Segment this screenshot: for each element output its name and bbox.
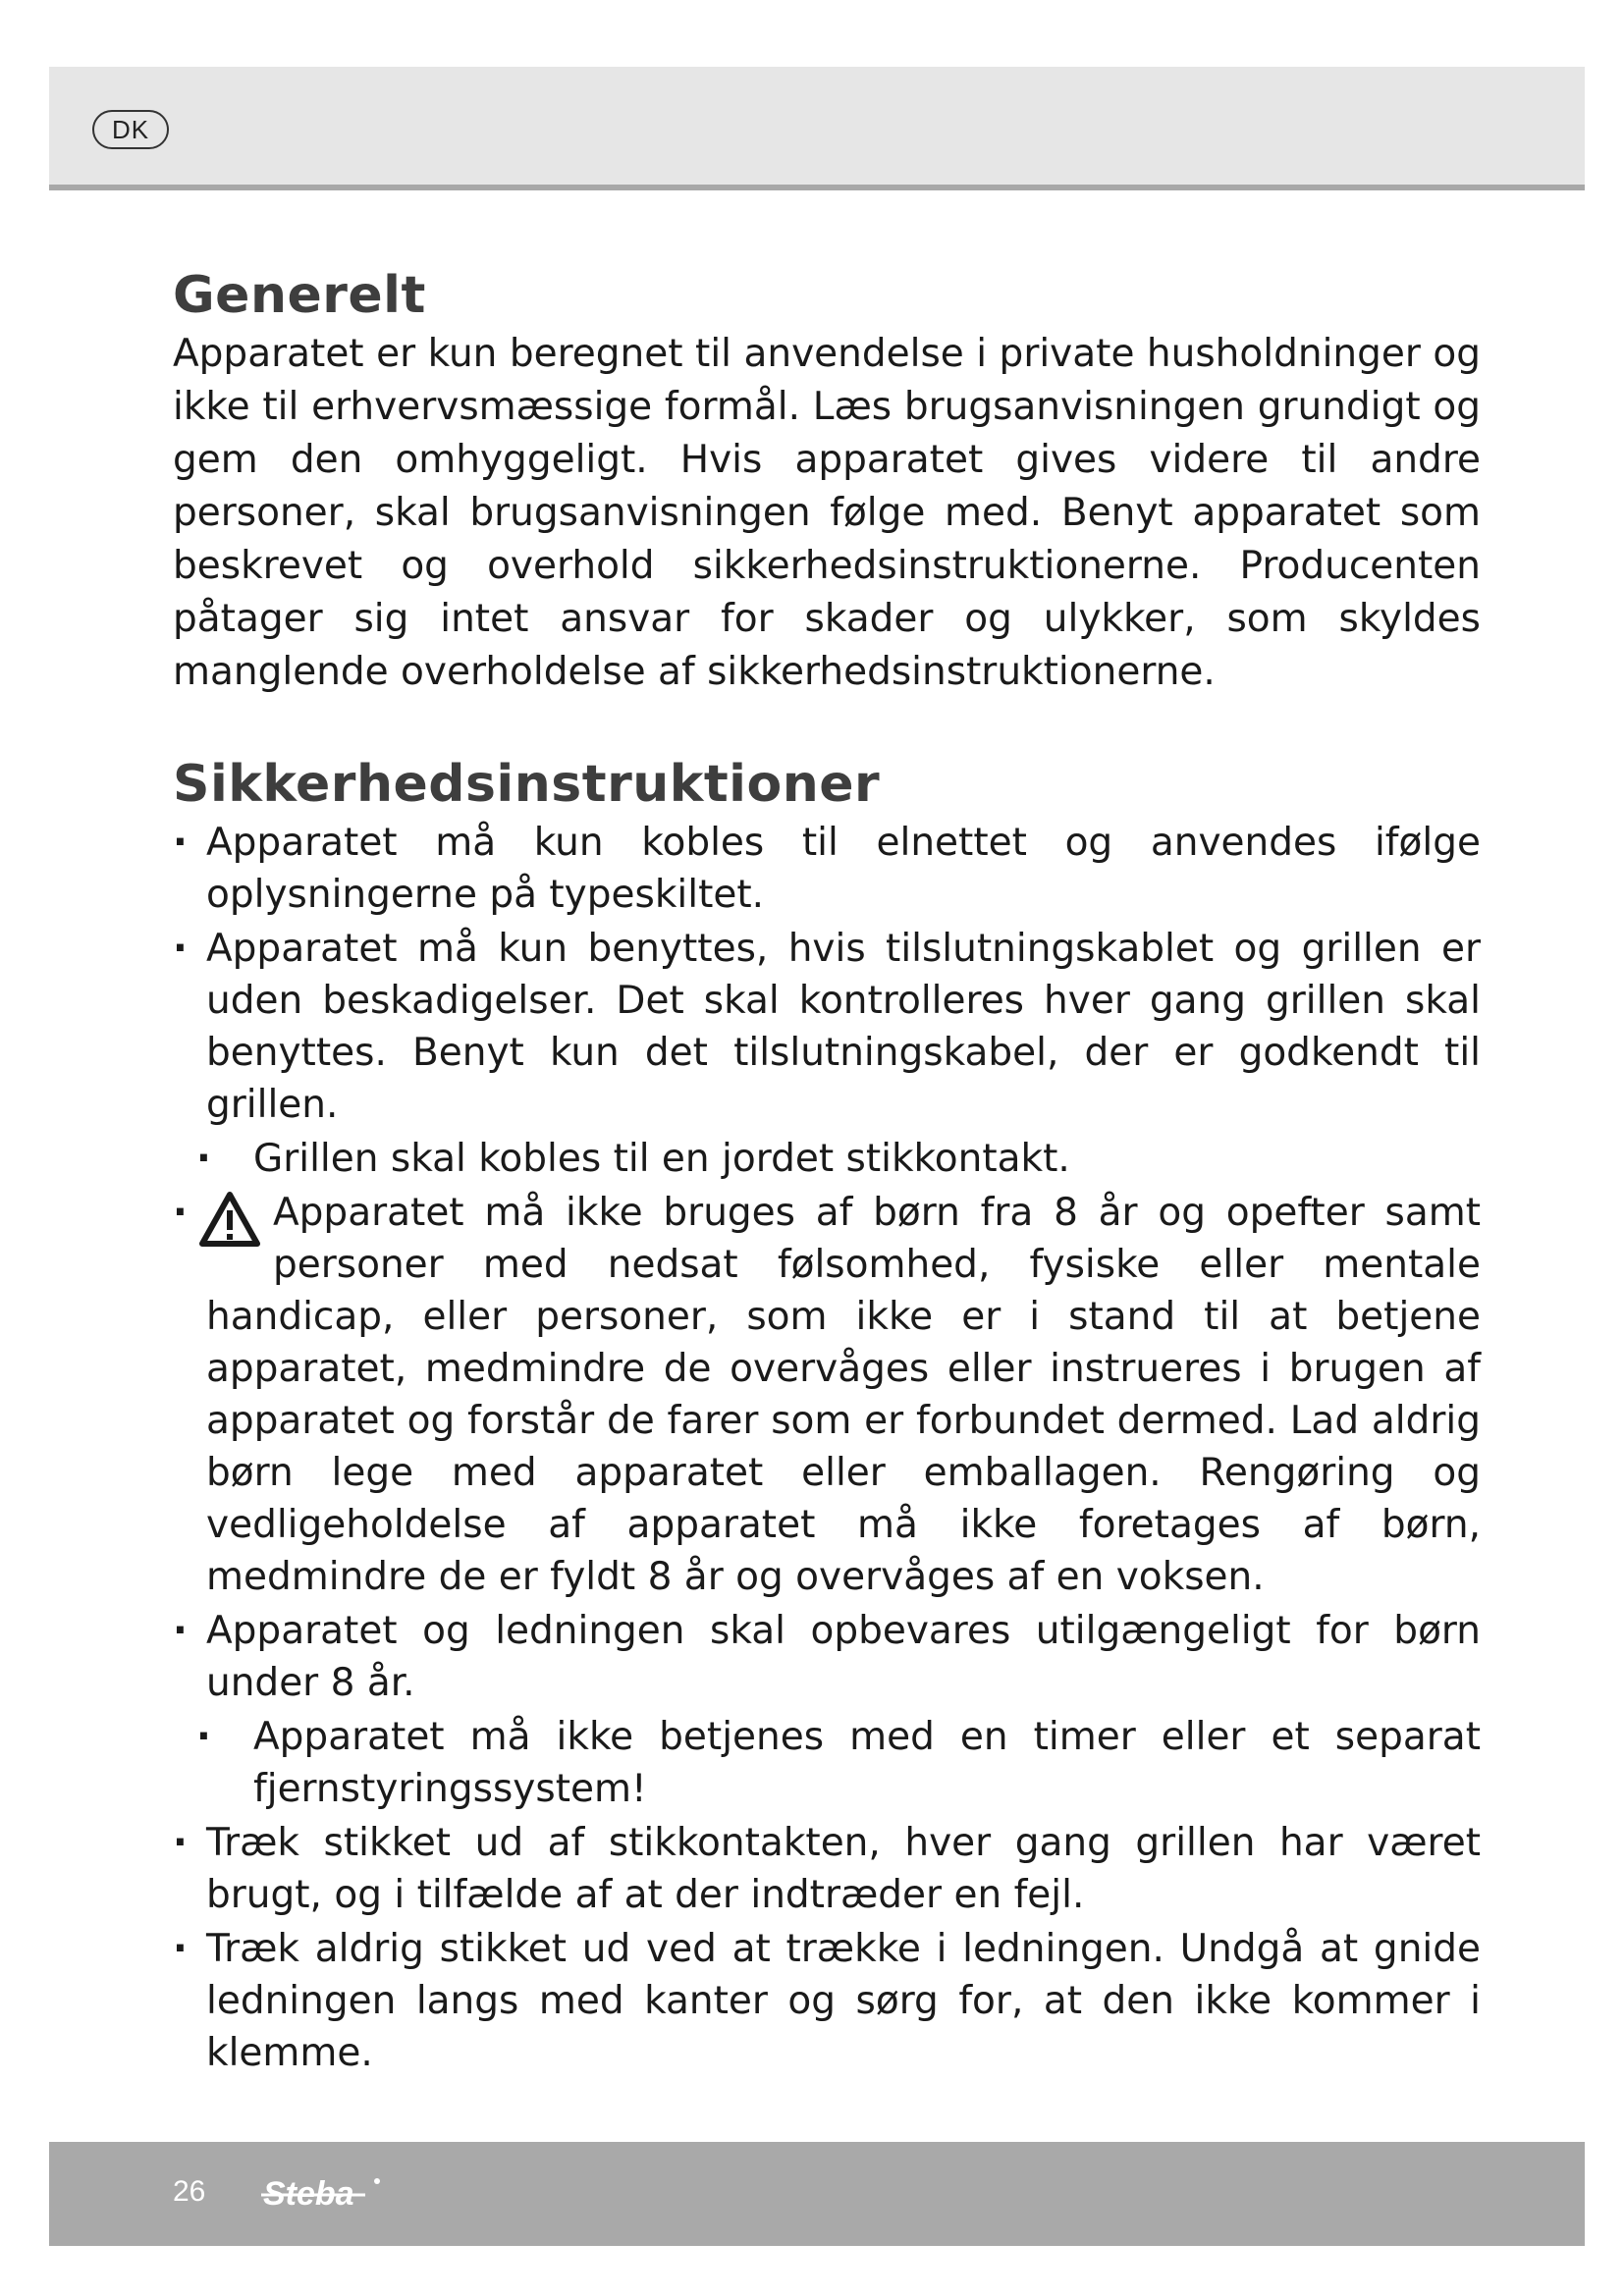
list-item: · Træk aldrig stikket ud ved at trække i ledningen. Undgå at gnide ledningen langs med kanter og sørg for, at den ikke kommer i klemme. — [173, 1927, 1481, 2075]
list-item: · Apparatet må ikke betjenes med en timer eller et separat fjernstyringssystem! — [196, 1715, 1481, 1811]
main-content — [173, 263, 1481, 2081]
footer-bar — [49, 2142, 1585, 2246]
steba-logo — [257, 2165, 424, 2224]
list-item-warning: · Apparatet må ikke bruges af børn fra 8 år og opefter samt personer med nedsat følsomhed, fysiske eller mentale handicap, eller personer, som ikke er i stand til at betjene apparatet, medmindre de overvåges eller instrueres i brugen af apparatet og forstår de farer som er forbundet dermed. Lad aldrig børn lege med apparatet eller emballagen. Rengøring og vedligeholdelse af apparatet må ikke foretages af børn, medmindre de er fyldt 8 år og overvåges af en voksen. — [173, 1191, 1481, 1599]
section-title-safety: Sikkerhedsinstruktioner — [173, 755, 881, 814]
list-item: · Apparatet og ledningen skal opbevares utilgængeligt for børn under 8 år. — [173, 1609, 1481, 1705]
warning-icon — [198, 1191, 261, 1250]
section-title-generelt: Generelt — [173, 266, 426, 325]
svg-text:Steba: Steba — [263, 2175, 354, 2213]
header-bar — [49, 67, 1585, 190]
list-item: · Apparatet må kun benyttes, hvis tilslutningskablet og grillen er uden beskadigelser. Det skal kontrolleres hver gang grillen skal benyttes. Benyt kun det tilslutningskabel, der er godkendt til grillen. — [173, 927, 1481, 1127]
language-badge: DK — [92, 110, 169, 149]
safety-list — [173, 817, 1481, 2079]
list-item: · Træk stikket ud af stikkontakten, hver gang grillen har været brugt, og i tilfælde af at der indtræder en fejl. — [173, 1821, 1481, 1917]
general-paragraph: Apparatet er kun beregnet til anvendelse i private husholdninger og ikke til erhvervsmæssige formål. Læs brugsanvisningen grundigt og gem den omhyggeligt. Hvis apparatet gives videre til andre personer, skal brugsanvisningen følge med. Benyt apparatet som beskrevet og overhold sikkerhedsinstruktionerne. Producenten påtager sig intet ansvar for skader og ulykker, som skyldes manglende overholdelse af sikkerhedsinstruktionerne. — [173, 332, 1481, 694]
page-number: 26 — [173, 2175, 206, 2208]
list-item: · Apparatet må kun kobles til elnettet og anvendes ifølge oplysningerne på typeskiltet. — [173, 821, 1481, 917]
list-item: · Grillen skal kobles til en jordet stikkontakt. — [196, 1137, 1070, 1181]
